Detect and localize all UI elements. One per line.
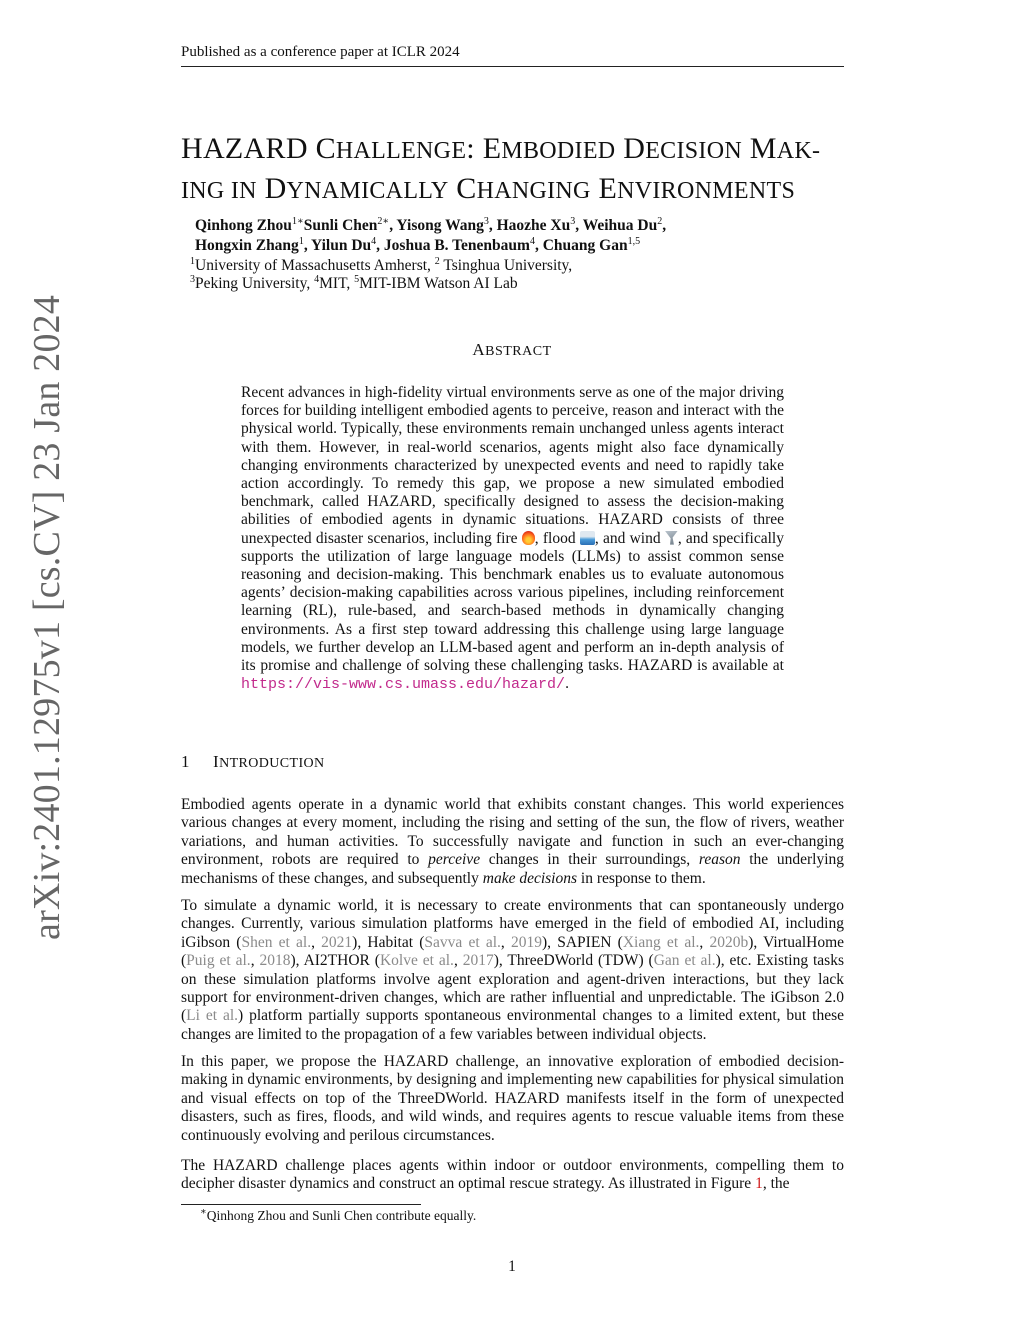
header-rule	[181, 66, 844, 67]
affiliation-line-2: $^3$Peking University, $^4$MIT, $^5$MIT-IBM Watson AI Lab	[190, 273, 518, 292]
citation-link[interactable]: Xiang et al.	[622, 933, 700, 951]
abstract-body: Recent advances in high-fidelity virtual environments serve as one of the major driving forces for building intelligent embodied agents to perceive, reason and interact with the physical world. Typically, these environments remain unchanged unless agents interact with them. However, in real-world scenarios, agents might also face dynamically changing environments characterized by unexpected events and need to rapidly take action accordingly. To remedy this gap, we propose a new simulated embodied benchmark, called HAZARD, specifically designed to assess the decision-making abilities of embodied agents in dynamic situations. HAZARD consists of three unexpected disaster scenarios, including fire , flood , and wind , and specifically supports the utilization of large language models (LLMs) to assist common sense reasoning and decision-making. This benchmark enables us to evaluate autonomous agents’ decision-making capabilities across various pipelines, including reinforcement learning (RL), rule-based, and search-based methods in dynamically changing environments. As a first step toward addressing this challenge using large language models, we further develop an LLM-based agent and perform an in-depth analysis of its promise and challenge of solving these challenging tasks. HAZARD is available at https://vis-www.cs.umass.edu/hazard/.	[241, 384, 784, 694]
affiliation-line-1: $^1$University of Massachusetts Amherst, $^2$ Tsinghua University,	[190, 255, 573, 274]
citation-link[interactable]: Gan et al.	[653, 952, 716, 970]
author: Chuang Gan	[542, 237, 628, 254]
title-line-1: HAZARD CHALLENGE: EMBODIED DECISION MAK-	[181, 132, 821, 165]
author: Haozhe Xu	[496, 217, 571, 234]
title-line-2: ING IN DYNAMICALLY CHANGING ENVIRONMENTS	[181, 172, 796, 205]
citation-link[interactable]: 2020b	[709, 933, 749, 951]
running-header: Published as a conference paper at ICLR 2024	[181, 44, 460, 60]
citation-link[interactable]: Savva et al.	[424, 933, 501, 951]
section-heading-introduction: 1 INTRODUCTION	[181, 752, 325, 771]
flood-icon	[580, 531, 595, 545]
citation-link[interactable]: 2017	[462, 952, 494, 970]
fire-icon	[522, 531, 535, 545]
citation-link[interactable]: 2021	[321, 933, 353, 951]
citation-link[interactable]: 2019	[511, 933, 542, 951]
author: Yisong Wang	[396, 217, 484, 234]
figure-reference-link[interactable]: 1	[755, 1175, 763, 1193]
author: Joshua B. Tenenbaum	[383, 237, 530, 254]
author: Weihua Du	[582, 217, 658, 234]
citation-link[interactable]: Puig et al.	[186, 952, 251, 970]
citation-link[interactable]: Li et al.	[186, 1007, 239, 1025]
author-list: Qinhong Zhou$^{1∗}$Sunli Chen$^{2∗}$, Yisong Wang$^3$, Haozhe Xu$^3$, Weihua Du$^2$, Hongxin Zhang$^1$, Yilun Du$^4$, Joshua B. Tenenbaum$^4$, Chuang Gan$^{1,5}$	[195, 215, 667, 254]
author: Qinhong Zhou	[195, 217, 292, 234]
intro-paragraph-4: The HAZARD challenge places agents within indoor or outdoor environments, compelling them to decipher disaster dynamics and construct an optimal rescue strategy. As illustrated in Figure 1, the	[181, 1157, 844, 1193]
intro-paragraph-3: In this paper, we propose the HAZARD challenge, an innovative exploration of embodied decision-making in dynamic environments, by designing and implementing new capabilities for physical simulation and visual effects on top of the ThreeDWorld. HAZARD manifests itself in the form of unexpected disasters, such as fires, floods, and wild winds, and requires agents to rescue valuable items from these continuously evolving and perilous circumstances.	[181, 1053, 844, 1144]
abstract-heading: ABSTRACT	[472, 340, 552, 359]
intro-paragraph-2: To simulate a dynamic world, it is necessary to create environments that can spontaneously undergo changes. Currently, various simulation platforms have emerged in the field of embodied AI, including iGibson (Shen et al., 2021), Habitat (Savva et al., 2019), SAPIEN (Xiang et al., 2020b), VirtualHome (Puig et al., 2018), AI2THOR (Kolve et al., 2017), ThreeDWorld (TDW) (Gan et al.), etc. Existing tasks on these simulation platforms involve agent exploration and agent-driven interactions, but they lack support for environment-driven changes, which are rather influential and unpredictable. The iGibson 2.0 (Li et al.) platform partially supports spontaneous environmental changes to a limited extent, but these changes are limited to the propagation of a few variables between individual objects.	[181, 897, 845, 1043]
wind-icon	[665, 531, 678, 545]
author: Sunli Chen	[303, 217, 378, 234]
arxiv-identifier: arXiv:2401.12975v1 [cs.CV] 23 Jan 2024	[26, 294, 68, 940]
citation-link[interactable]: Shen et al.	[241, 933, 312, 951]
citation-link[interactable]: 2018	[259, 952, 291, 970]
page-number: 1	[508, 1258, 516, 1275]
footnote-rule	[181, 1204, 421, 1205]
footnote: ∗Qinhong Zhou and Sunli Chen contribute equally.	[200, 1206, 477, 1223]
citation-link[interactable]: Kolve et al.	[379, 952, 454, 970]
author: Hongxin Zhang	[195, 237, 299, 254]
project-url-link[interactable]: https://vis-www.cs.umass.edu/hazard/	[241, 676, 566, 694]
paper-title	[181, 130, 861, 210]
author: Yilun Du	[311, 237, 372, 254]
intro-paragraph-1: Embodied agents operate in a dynamic world that exhibits constant changes. This world experiences various changes at every moment, including the rising and setting of the sun, the flow of rivers, weather variations, and human activities. To successfully navigate and function in such an ever-changing environment, robots are required to perceive changes in their surroundings, reason the underlying mechanisms of these changes, and subsequently make decisions in response to them.	[181, 796, 845, 887]
